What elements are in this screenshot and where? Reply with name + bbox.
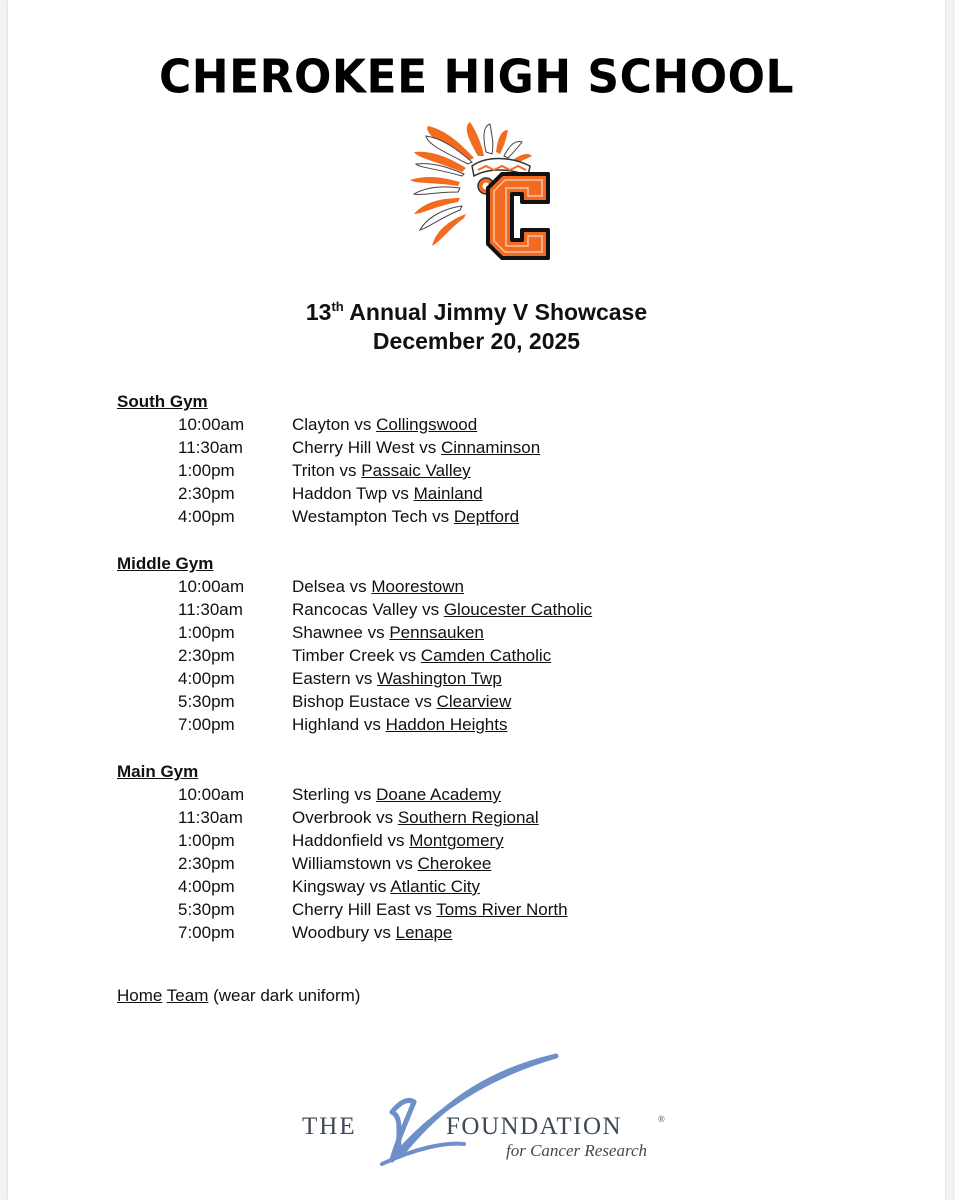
game-row (117, 783, 817, 806)
game-time: 7:00pm (178, 715, 235, 734)
home-team: Doane Academy (376, 785, 501, 804)
home-team: Southern Regional (397, 808, 539, 827)
game-row (117, 621, 817, 644)
vs-separator: vs (334, 461, 362, 480)
gym-section (117, 390, 817, 528)
game-time: 11:30am (178, 808, 243, 827)
gym-name: South Gym (117, 392, 208, 411)
event-title (8, 298, 945, 356)
home-team-legend (117, 986, 360, 1006)
away-team: Highland (292, 715, 360, 734)
vs-separator: vs (417, 600, 444, 619)
game-time: 10:00am (178, 577, 245, 596)
game-row (117, 413, 817, 436)
legend-home-word: Home (117, 986, 163, 1005)
away-team: Williamstown (292, 854, 392, 873)
gym-name: Main Gym (117, 762, 199, 781)
game-time: 11:30am (178, 438, 243, 457)
event-date: December 20, 2025 (372, 328, 581, 354)
foundation-the: THE (302, 1113, 357, 1140)
foundation-registered: ® (658, 1114, 665, 1124)
away-team: Delsea (292, 577, 345, 596)
game-time: 10:00am (178, 415, 245, 434)
game-row (117, 644, 817, 667)
vs-separator: vs (362, 623, 390, 642)
game-time: 10:00am (178, 785, 245, 804)
game-time: 1:00pm (178, 831, 235, 850)
game-time: 7:00pm (178, 923, 235, 942)
home-team: Clearview (436, 692, 512, 711)
game-row (117, 875, 817, 898)
gym-name: Middle Gym (117, 554, 214, 573)
game-row (117, 690, 817, 713)
away-team: Cherry Hill East (292, 900, 411, 919)
game-row (117, 436, 817, 459)
vs-separator: vs (410, 692, 437, 711)
game-time: 4:00pm (178, 507, 235, 526)
game-row (117, 459, 817, 482)
gym-section (117, 760, 817, 944)
vs-separator: vs (349, 785, 377, 804)
v-foundation-logo (296, 1052, 666, 1172)
game-row (117, 482, 817, 505)
game-time: 1:00pm (178, 461, 235, 480)
home-team: Mainland (413, 484, 483, 503)
vs-separator: vs (414, 438, 441, 457)
home-team: Atlantic City (390, 877, 481, 896)
vs-separator: vs (427, 507, 454, 526)
game-row (117, 898, 817, 921)
away-team: Cherry Hill West (292, 438, 415, 457)
home-team: Haddon Heights (385, 715, 508, 734)
schedule (117, 390, 817, 968)
vs-separator: vs (369, 923, 396, 942)
game-time: 2:30pm (178, 854, 235, 873)
vs-separator: vs (349, 415, 377, 434)
game-time: 5:30pm (178, 900, 235, 919)
game-row (117, 713, 817, 736)
foundation-tagline: for Cancer Research (506, 1141, 648, 1160)
home-team: Collingswood (376, 415, 478, 434)
away-team: Rancocas Valley (292, 600, 418, 619)
away-team: Timber Creek (292, 646, 395, 665)
home-team: Passaic Valley (361, 461, 471, 480)
game-row (117, 829, 817, 852)
vs-separator: vs (359, 715, 386, 734)
game-row (117, 806, 817, 829)
game-row (117, 598, 817, 621)
away-team: Overbrook (292, 808, 372, 827)
away-team: Bishop Eustace (292, 692, 411, 711)
school-title: CHEROKEE HIGH SCHOOL (158, 50, 795, 105)
home-team: Cinnaminson (440, 438, 541, 457)
away-team: Sterling (292, 785, 350, 804)
away-team: Haddonfield (292, 831, 383, 850)
game-time: 4:00pm (178, 877, 235, 896)
home-team: Toms River North (436, 900, 568, 919)
home-team: Moorestown (371, 577, 464, 596)
legend-note: (wear dark uniform) (208, 986, 361, 1005)
game-row (117, 505, 817, 528)
gym-section (117, 552, 817, 736)
game-time: 2:30pm (178, 484, 235, 503)
away-team: Kingsway (292, 877, 365, 896)
game-row (117, 921, 817, 944)
game-time: 2:30pm (178, 646, 235, 665)
away-team: Westampton Tech (292, 507, 428, 526)
document-page (8, 0, 945, 1200)
home-team: Camden Catholic (420, 646, 552, 665)
away-team: Shawnee (292, 623, 363, 642)
event-name: 13th Annual Jimmy V Showcase (305, 299, 648, 325)
home-team: Cherokee (417, 854, 492, 873)
vs-separator: vs (394, 646, 421, 665)
game-time: 5:30pm (178, 692, 235, 711)
vs-separator: vs (387, 484, 414, 503)
cherokee-headdress-c-logo-icon (406, 122, 556, 262)
vs-separator: vs (350, 669, 378, 688)
home-team: Lenape (395, 923, 453, 942)
away-team: Woodbury (292, 923, 370, 942)
foundation-name: FOUNDATION (446, 1113, 623, 1140)
game-row (117, 852, 817, 875)
away-team: Haddon Twp (292, 484, 388, 503)
away-team: Triton (292, 461, 335, 480)
vs-separator: vs (382, 831, 410, 850)
game-row (117, 667, 817, 690)
game-time: 11:30am (178, 600, 243, 619)
vs-separator: vs (391, 854, 418, 873)
game-time: 1:00pm (178, 623, 235, 642)
home-team: Gloucester Catholic (443, 600, 593, 619)
home-team: Washington Twp (377, 669, 502, 688)
legend-team-word: Team (166, 986, 209, 1005)
home-team: Pennsauken (389, 623, 484, 642)
vs-separator: vs (371, 808, 398, 827)
vs-separator: vs (410, 900, 437, 919)
home-team: Montgomery (409, 831, 504, 850)
game-time: 4:00pm (178, 669, 235, 688)
away-team: Eastern (292, 669, 351, 688)
vs-separator: vs (364, 877, 391, 896)
ordinal-suffix: th (331, 299, 344, 314)
vs-separator: vs (344, 577, 372, 596)
away-team: Clayton (292, 415, 350, 434)
game-row (117, 575, 817, 598)
home-team: Deptford (453, 507, 520, 526)
